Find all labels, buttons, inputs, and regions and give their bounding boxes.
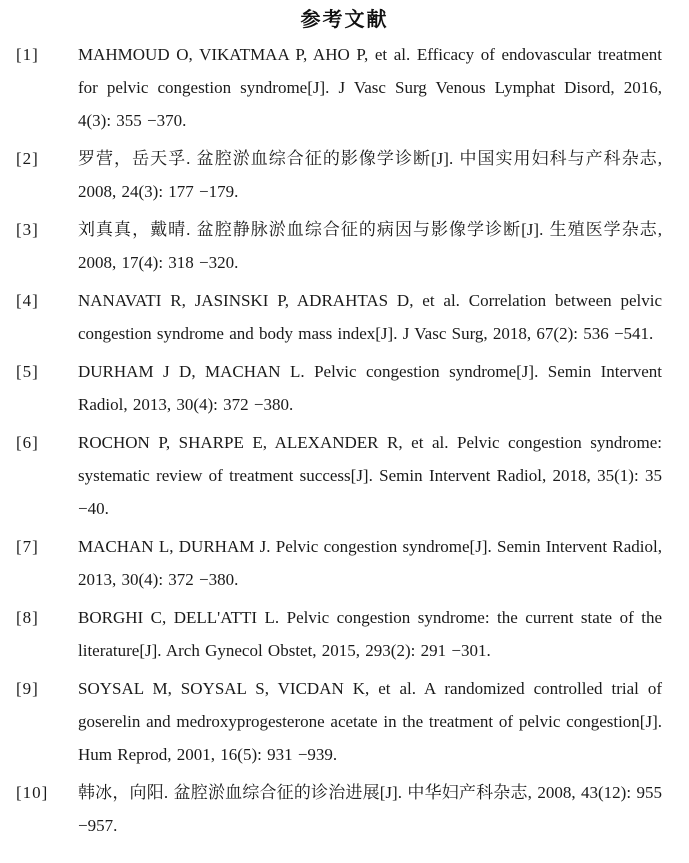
reference-text: DURHAM J D, MACHAN L. Pelvic congestion syndrome[J]. Semin Intervent Radiol, 2013, 30(4): 372 −380. <box>78 362 662 414</box>
reference-number: [4] <box>16 291 39 310</box>
reference-text: MACHAN L, DURHAM J. Pelvic congestion syndrome[J]. Semin Intervent Radiol, 2013, 30(4): 372 −380. <box>78 537 662 589</box>
reference-item <box>0 530 689 596</box>
reference-text: MAHMOUD O, VIKATMAA P, AHO P, et al. Efficacy of endovascular treatment for pelvic congestion syndrome[J]. J Vasc Surg Venous Lymphat Disord, 2016, 4(3): 355 −370. <box>78 45 662 130</box>
reference-number: [6] <box>16 433 39 452</box>
reference-item <box>0 213 689 279</box>
reference-number: [10] <box>16 783 49 802</box>
reference-text: ROCHON P, SHARPE E, ALEXANDER R, et al. Pelvic congestion syndrome: systematic review of treatment success[J]. Semin Intervent Radiol, 2018, 35(1): 35 −40. <box>78 433 662 518</box>
reference-list <box>0 38 689 847</box>
reference-item <box>0 776 689 842</box>
reference-text: SOYSAL M, SOYSAL S, VICDAN K, et al. A randomized controlled trial of goserelin and medroxyprogesterone acetate in the treatment of pelvic congestion[J]. Hum Reprod, 2001, 16(5): 931 −939. <box>78 679 662 764</box>
reference-item <box>0 142 689 208</box>
reference-number: [8] <box>16 608 39 627</box>
reference-number: [1] <box>16 45 39 64</box>
reference-text: BORGHI C, DELL'ATTI L. Pelvic congestion syndrome: the current state of the literature[J]. Arch Gynecol Obstet, 2015, 293(2): 291 −301. <box>78 608 662 660</box>
reference-item <box>0 38 689 137</box>
reference-number: [9] <box>16 679 39 698</box>
reference-text: 罗营，岳天孚. 盆腔淤血综合征的影像学诊断[J]. 中国实用妇科与产科杂志, 2008, 24(3): 177 −179. <box>78 149 662 201</box>
reference-item <box>0 426 689 525</box>
reference-number: [5] <box>16 362 39 381</box>
reference-item <box>0 284 689 350</box>
reference-item <box>0 355 689 421</box>
reference-text: NANAVATI R, JASINSKI P, ADRAHTAS D, et al. Correlation between pelvic congestion syndrome and body mass index[J]. J Vasc Surg, 2018, 67(2): 536 −541. <box>78 291 662 343</box>
page-title: 参考文献 <box>300 7 389 31</box>
reference-text: 刘真真，戴晴. 盆腔静脉淤血综合征的病因与影像学诊断[J]. 生殖医学杂志, 2008, 17(4): 318 −320. <box>78 220 662 272</box>
reference-number: [7] <box>16 537 39 556</box>
reference-item <box>0 672 689 771</box>
reference-item <box>0 601 689 667</box>
reference-number: [3] <box>16 220 39 239</box>
reference-number: [2] <box>16 149 39 168</box>
reference-text: 韩冰，向阳. 盆腔淤血综合征的诊治进展[J]. 中华妇产科杂志, 2008, 43(12): 955 −957. <box>78 783 662 835</box>
